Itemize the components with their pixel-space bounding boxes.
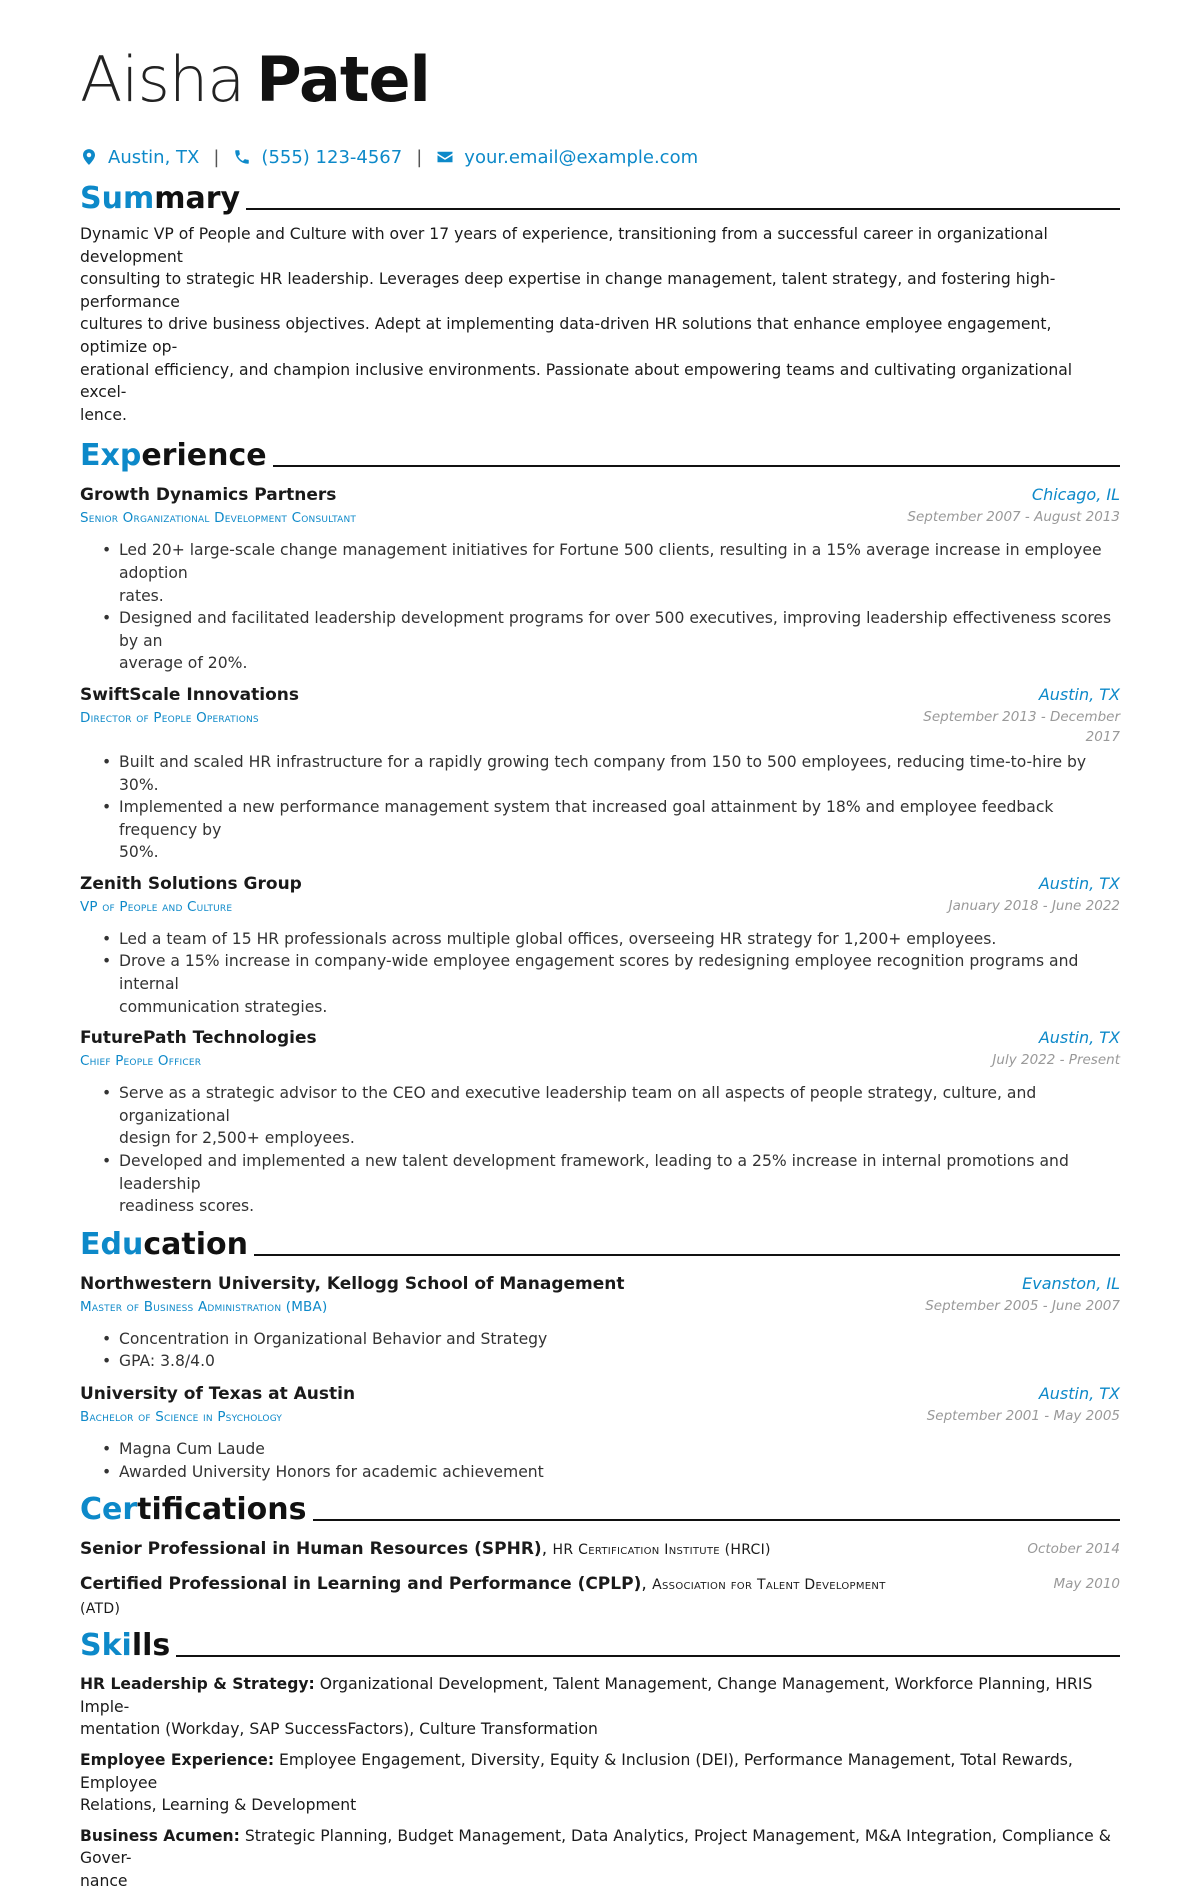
last-name: Patel — [256, 43, 430, 116]
contact-bar — [80, 144, 1120, 170]
company-name: SwiftScale Innovations — [80, 684, 299, 705]
list-item: • Implemented a new performance management system that increased goal attainment by 18% and employee feedback frequency by 50%. — [80, 796, 1120, 864]
certifications-heading — [80, 1493, 1120, 1527]
skill-category: Business Acumen: — [80, 1826, 240, 1845]
job-title: Director of People Operations — [80, 709, 259, 726]
summary-line: consulting to strategic HR leadership. Leverages deep expertise in change management, talent strategy, and fostering high-performance — [80, 270, 1056, 311]
certification-date: October 2014 — [1027, 1541, 1120, 1558]
education-entry — [80, 1382, 1120, 1483]
email-text: your.email@example.com — [464, 146, 699, 168]
candidate-name — [80, 40, 1120, 120]
certification-name: Senior Professional in Human Resources (SPHR) — [80, 1539, 542, 1560]
job-title: Chief People Officer — [80, 1053, 202, 1070]
heading-rest: tifications — [137, 1492, 307, 1528]
job-dates: 2017 — [1085, 728, 1120, 745]
heading-rule — [254, 1254, 1120, 1256]
experience-entry — [80, 483, 1120, 675]
map-pin-icon — [80, 148, 98, 166]
location-text: Austin, TX — [108, 146, 200, 168]
list-item: • GPA: 3.8/4.0 — [80, 1350, 1120, 1373]
school-name: University of Texas at Austin — [80, 1384, 356, 1404]
certification-name: Certified Professional in Learning and Performance (CPLP) — [80, 1574, 642, 1595]
education-bullets — [80, 1328, 1120, 1373]
resume-page — [80, 40, 1120, 1893]
skill-category: Employee Experience: — [80, 1750, 275, 1769]
contact-separator: | — [416, 146, 423, 168]
envelope-icon — [436, 148, 454, 166]
heading-highlight: Edu — [80, 1226, 144, 1262]
skill-list: Organizational Development, Talent Management, Change Management, Workforce Planning, HRIS Imple- — [80, 1675, 1093, 1716]
summary-line: Dynamic VP of People and Culture with over 17 years of experience, transitioning from a successful career in organizational development — [80, 225, 1048, 266]
degree: Master of Business Administration (MBA) — [80, 1298, 328, 1315]
summary-line: erational efficiency, and champion inclusive environments. Passionate about empowering teams and cultivating organizational excel- — [80, 360, 1073, 402]
heading-rest: cation — [143, 1226, 248, 1262]
degree: Bachelor of Science in Psychology — [80, 1409, 283, 1425]
experience-entry — [80, 1026, 1120, 1218]
school-dates: September 2005 - June 2007 — [925, 1297, 1120, 1314]
job-bullets — [80, 539, 1120, 675]
education-bullets — [80, 1438, 1120, 1483]
job-location: Austin, TX — [1038, 873, 1120, 893]
school-dates: September 2001 - May 2005 — [926, 1408, 1120, 1424]
heading-rule — [273, 465, 1120, 467]
job-bullets — [80, 751, 1120, 864]
list-item: • Designed and facilitated leadership development programs for over 500 executives, improving leadership effectiveness scores by an average of 20%. — [80, 607, 1120, 675]
contact-location — [80, 147, 199, 168]
summary-text — [80, 223, 1120, 426]
job-location: Austin, TX — [1038, 1028, 1120, 1048]
contact-email[interactable] — [436, 147, 698, 168]
heading-highlight: Sum — [80, 181, 155, 216]
first-name: Aisha — [80, 43, 245, 116]
job-bullets — [80, 928, 1120, 1018]
heading-rest: lls — [131, 1628, 171, 1664]
heading-highlight: Cer — [80, 1492, 138, 1528]
education-heading — [80, 1228, 1120, 1262]
skill-list: Relations, Learning & Development — [80, 1796, 357, 1815]
phone-icon — [233, 148, 251, 166]
skill-group — [80, 1825, 1120, 1893]
job-dates: January 2018 - June 2022 — [948, 897, 1120, 914]
heading-rest: mary — [154, 181, 241, 216]
skill-group — [80, 1749, 1120, 1817]
skill-list: nance — [80, 1871, 128, 1890]
list-item: • Built and scaled HR infrastructure for a rapidly growing tech company from 150 to 500 employees, reducing time-to-hire by 30%. — [80, 751, 1120, 796]
company-name: Zenith Solutions Group — [80, 873, 302, 894]
summary-heading — [80, 182, 1120, 216]
company-name: FuturePath Technologies — [80, 1028, 317, 1049]
education-entry — [80, 1272, 1120, 1373]
certification-issuer-cont: (ATD) — [80, 1601, 121, 1618]
job-title: Senior Organizational Development Consultant — [80, 510, 357, 527]
certification-entry: Certified Professional in Learning and Performance (CPLP), Association for Talent Development (ATD) May 2010 — [80, 1572, 1120, 1621]
certification-issuer: Association for Talent Development — [652, 1577, 886, 1594]
heading-rule — [176, 1655, 1120, 1657]
heading-highlight: Exp — [80, 438, 142, 474]
list-item: • Led 20+ large-scale change management initiatives for Fortune 500 clients, resulting in a 15% average increase in employee adoption rates. — [80, 539, 1120, 607]
heading-rule — [246, 208, 1120, 210]
experience-entry — [80, 872, 1120, 1018]
skill-list: mentation (Workday, SAP SuccessFactors), Culture Transformation — [80, 1720, 598, 1739]
job-location: Chicago, IL — [1031, 485, 1120, 505]
skills-heading — [80, 1629, 1120, 1663]
company-name: Growth Dynamics Partners — [80, 485, 337, 506]
job-dates: September 2013 - December — [923, 708, 1120, 725]
school-name: Northwestern University, Kellogg School of Management — [80, 1273, 625, 1294]
summary-line: lence. — [80, 405, 127, 424]
experience-heading — [80, 439, 1120, 473]
certification-entry: Senior Professional in Human Resources (SPHR), HR Certification Institute (HRCI) October 2014 — [80, 1539, 1120, 1560]
skill-list: Employee Engagement, Diversity, Equity & Inclusion (DEI), Performance Management, Total Rewards, Employee — [80, 1750, 1073, 1792]
job-bullets — [80, 1082, 1120, 1218]
school-location: Austin, TX — [1038, 1384, 1120, 1403]
list-item: • Developed and implemented a new talent development framework, leading to a 25% increase in internal promotions and leadership readiness scores. — [80, 1150, 1120, 1218]
skill-category: HR Leadership & Strategy: — [80, 1675, 315, 1694]
heading-rest: erience — [141, 438, 267, 474]
job-location: Austin, TX — [1038, 684, 1120, 704]
contact-separator: | — [213, 146, 220, 168]
list-item: • Drove a 15% increase in company-wide employee engagement scores by redesigning employee recognition programs and internal communication strategies. — [80, 950, 1120, 1018]
skill-list: Strategic Planning, Budget Management, Data Analytics, Project Management, M&A Integration, Compliance & Gover- — [80, 1826, 1111, 1868]
job-title: VP of People and Culture — [80, 898, 233, 915]
phone-text: (555) 123-4567 — [261, 146, 403, 168]
experience-entry — [80, 683, 1120, 864]
job-dates: July 2022 - Present — [992, 1052, 1120, 1069]
job-dates: September 2007 - August 2013 — [907, 509, 1120, 526]
list-item: • Serve as a strategic advisor to the CEO and executive leadership team on all aspects of people strategy, culture, and organizational design for 2,500+ employees. — [80, 1082, 1120, 1150]
heading-highlight: Ski — [80, 1628, 132, 1664]
certification-issuer: HR Certification Institute (HRCI) — [552, 1542, 771, 1559]
skill-group — [80, 1673, 1120, 1741]
contact-phone[interactable] — [233, 147, 402, 168]
school-location: Evanston, IL — [1022, 1273, 1120, 1293]
certification-date: May 2010 — [1053, 1576, 1120, 1593]
heading-rule — [313, 1519, 1120, 1521]
list-item: • Magna Cum Laude — [80, 1438, 1120, 1461]
list-item: • Concentration in Organizational Behavior and Strategy — [80, 1328, 1120, 1351]
list-item: • Led a team of 15 HR professionals across multiple global offices, overseeing HR strategy for 1,200+ employees. — [80, 928, 1120, 951]
summary-line: cultures to drive business objectives. Adept at implementing data-driven HR solutions that enhance employee engagement, optimize op- — [80, 315, 1052, 356]
list-item: • Awarded University Honors for academic achievement — [80, 1461, 1120, 1484]
